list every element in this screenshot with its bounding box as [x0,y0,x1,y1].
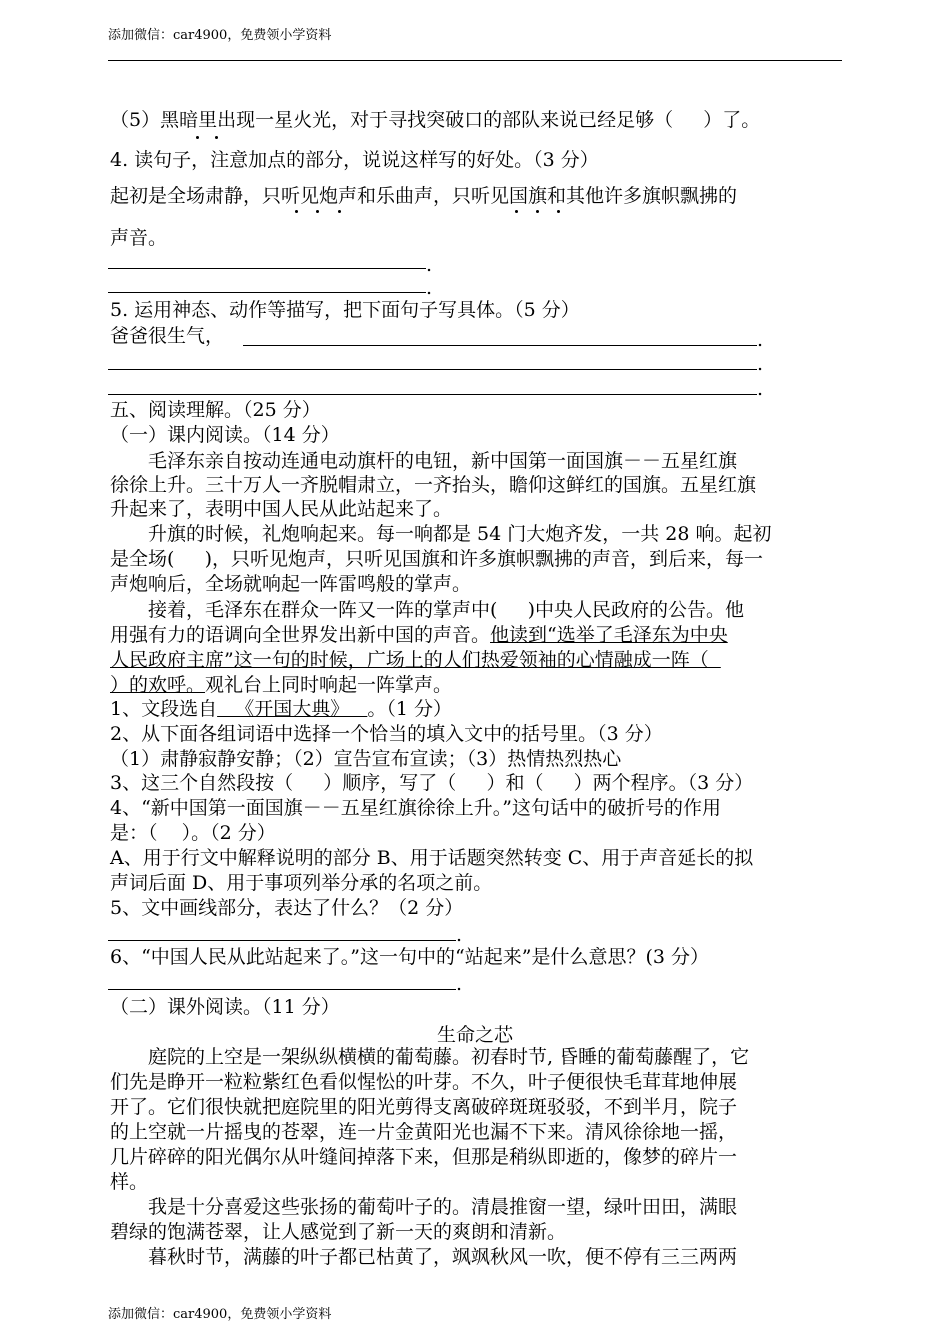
emphasis-dot [557,210,560,213]
underlined-text: 人民政府主席”这一句的时候，广场上的人们热爱领袖的心情融成一阵（ [110,649,721,671]
question-4-title: 4. 读句子，注意加点的部分，说说这样写的好处。（3 分） [110,149,599,171]
underlined-text: 他读到“选举了毛泽东为中央 [490,624,728,646]
passage-line: 几片碎碎的阳光偶尔从叶缝间掉落下来，但那是稍纵即逝的，像梦的碎片一 [110,1146,738,1168]
passage-title: 生命之芯 [436,1024,513,1046]
passage3-line: 用强有力的语调向全世界发出新中国的声音。他读到“选举了毛泽东为中央 [110,624,728,646]
answer-blank[interactable] [108,940,456,941]
passage1-line: 升起来了，表明中国人民从此站起来了。 [110,498,453,520]
question-1: 1、文段选自 《开国大典》 。（1 分） [110,698,452,720]
passage2-line: 声炮响后，全场就响起一阵雷鸣般的掌声。 [110,573,472,595]
section-5-title: 五、阅读理解。（25 分） [110,399,321,421]
question-2-options: （1）肃静寂静安静；（2）宣告宣布宣读；（3）热情热烈热心 [110,748,622,770]
passage-line: 碧绿的饱满苍翠，让人感觉到了新一天的爽朗和清新。 [110,1221,567,1243]
passage2-line: 是全场( )，只听见炮声，只听见国旗和许多旗帜飘拂的声音，到后来，每一 [110,548,764,570]
question-5-prompt: 爸爸很生气， [110,325,225,347]
answer-blank[interactable] [108,394,757,395]
question-4-sentence: 起初是全场肃静，只听见炮声和乐曲声，只听见国旗和其他许多旗帜飘拂的 [110,185,738,207]
header-rule [108,60,842,61]
question-3: 3、这三个自然段按（ ）顺序，写了（ ）和（ ）两个程序。（3 分） [110,772,754,794]
passage-line: 庭院的上空是一架纵纵横横的葡萄藤。初春时节, 昏睡的葡萄藤醒了，它 [148,1046,750,1068]
answer-fill: 《开国大典》 [217,698,368,720]
passage-line: 我是十分喜爱这些张扬的葡萄叶子的。清晨推窗一望，绿叶田田，满眼 [148,1196,738,1218]
passage-line: 开了。它们很快就把庭院里的阳光剪得支离破碎斑斑驳驳，不到半月，院子 [110,1096,738,1118]
question-5-title: 5. 运用神态、动作等描写，把下面句子写具体。（5 分） [110,299,580,321]
question-4-options: A、用于行文中解释说明的部分 B、用于话题突然转变 C、用于声音延长的拟 [110,847,754,869]
question-5-line: （5）黑暗里出现一星火光，对于寻找突破口的部队来说已经足够（ ）了。 [110,109,761,131]
section-inclass-title: （一）课内阅读。（14 分） [110,424,340,446]
question-4-sentence-end: 声音。 [110,227,168,249]
question-6: 6、“中国人民从此站起来了。”这一句中的“站起来”是什么意思？(3 分） [110,946,709,968]
underlined-text: ）的欢呼。 [110,674,206,696]
emphasis-dot [215,136,218,139]
emphasis-dot [295,210,298,213]
question-4-options: 声词后面 D、用于事项列举分承的名项之前。 [110,872,493,894]
answer-blank[interactable] [108,268,426,269]
passage-line: 暮秋时节，满藤的叶子都已枯黄了，飒飒秋风一吹，便不停有三三两两 [148,1246,738,1268]
passage1-line: 徐徐上升。三十万人一齐脱帽肃立，一齐抬头，瞻仰这鲜红的国旗。五星红旗 [110,474,757,496]
passage1-line: 毛泽东亲自按动连通电动旗杆的电钮，新中国第一面国旗－－五星红旗 [148,450,738,472]
passage-line: 样。 [110,1171,149,1193]
emphasis-dot [515,210,518,213]
question-5b: 5、文中画线部分，表达了什么？（2 分） [110,897,464,919]
answer-blank[interactable] [108,369,757,370]
question-4: 是：（ ）。（2 分） [110,822,276,844]
emphasis-dot [536,210,539,213]
answer-blank[interactable] [108,989,456,990]
question-4: 4、“新中国第一面国旗－－五星红旗徐徐上升。”这句话中的破折号的作用 [110,797,722,819]
passage-line: 的上空就一片摇曳的苍翠，连一片金黄阳光也漏不下来。清风徐徐地一摇， [110,1121,738,1143]
section-extra-title: （二）课外阅读。（11 分） [110,996,340,1018]
answer-blank[interactable] [108,292,426,293]
emphasis-dot [316,210,319,213]
passage-line: 们先是睁开一粒粒紫红色看似惺忪的叶芽。不久，叶子便很快毛茸茸地伸展 [110,1071,738,1093]
emphasis-dot [338,210,341,213]
passage3-line: ）的欢呼。观礼台上同时响起一阵掌声。 [110,674,453,696]
question-2: 2、从下面各组词语中选择一个恰当的填入文中的括号里。（3 分） [110,723,663,745]
passage2-line: 升旗的时候，礼炮响起来。每一响都是 54 门大炮齐发，一共 28 响。起初 [148,523,772,545]
passage3-line: 接着，毛泽东在群众一阵又一阵的掌声中( )中央人民政府的公告。他 [148,599,745,621]
answer-blank[interactable] [243,345,757,346]
page-header: 添加微信：car4900，免费领小学资料 [108,28,332,43]
emphasis-dot [196,136,199,139]
page-footer: 添加微信：car4900，免费领小学资料 [108,1307,332,1322]
